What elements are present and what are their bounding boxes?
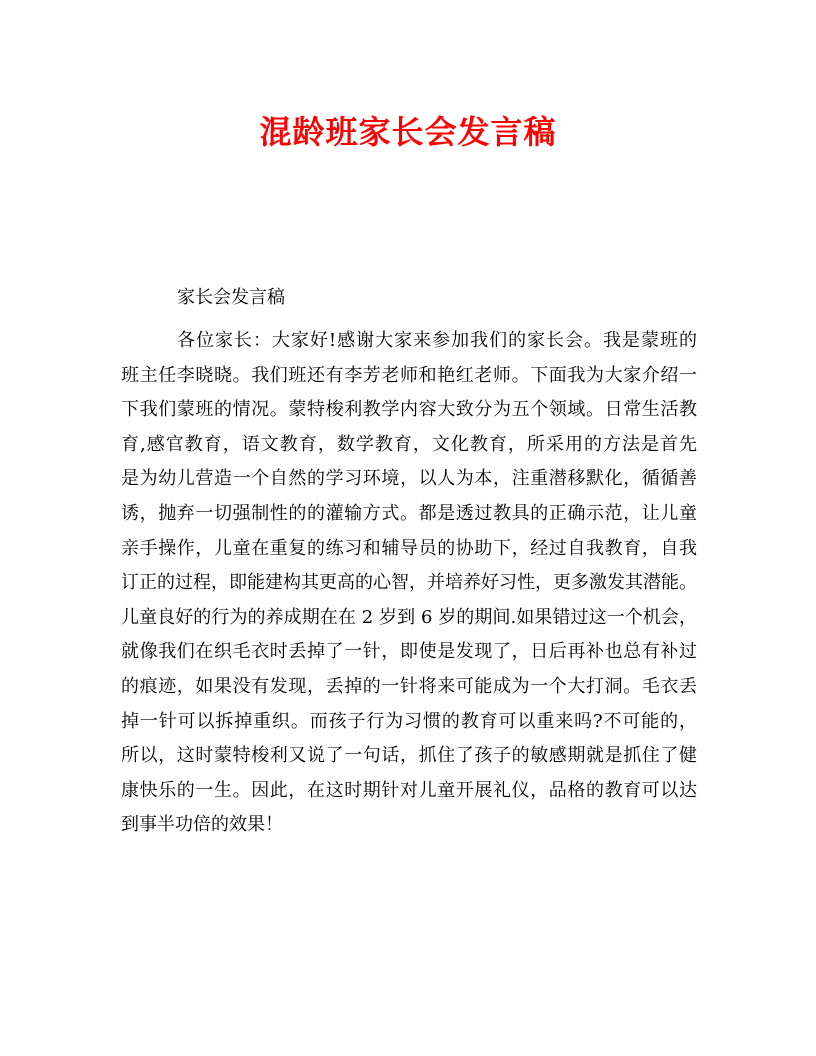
body-line: 的痕迹，如果没有发现，丢掉的一针将来可能成为一个大打洞。毛衣丢 (121, 675, 697, 697)
body-line: 育,感官教育，语文教育，数学教育，文化教育，所采用的方法是首先 (121, 433, 697, 455)
body-line: 掉一针可以拆掉重织。而孩子行为习惯的教育可以重来吗?不可能的， (121, 710, 697, 732)
body-line: 康快乐的一生。因此，在这时期针对儿童开展礼仪，品格的教育可以达 (121, 779, 697, 801)
document-body (121, 324, 697, 843)
body-line: 下我们蒙班的情况。蒙特梭利教学内容大致分为五个领域。日常生活教 (121, 399, 697, 421)
document-title: 混龄班家长会发言稿 (259, 113, 557, 151)
body-line: 亲手操作，儿童在重复的练习和辅导员的协助下，经过自我教育，自我 (121, 537, 697, 559)
body-line: 订正的过程，即能建构其更高的心智，并培养好习性，更多激发其潜能。 (121, 572, 697, 594)
body-line: 诱，抛弃一切强制性的的灌输方式。都是透过教具的正确示范，让儿童 (121, 502, 697, 524)
body-line: 班主任李晓晓。我们班还有李芳老师和艳红老师。下面我为大家介绍一 (121, 364, 697, 386)
document-subtitle: 家长会发言稿 (177, 287, 285, 308)
body-line: 是为幼儿营造一个自然的学习环境，以人为本，注重潜移默化，循循善 (121, 468, 697, 490)
body-line: 儿童良好的行为的养成期在在 2 岁到 6 岁的期间.如果错过这一个机会， (121, 606, 697, 628)
body-line: 就像我们在织毛衣时丢掉了一针，即使是发现了，日后再补也总有补过 (121, 641, 697, 663)
body-line: 到事半功倍的效果！ (121, 814, 283, 836)
body-line: 所以，这时蒙特梭利又说了一句话，抓住了孩子的敏感期就是抓住了健 (121, 745, 697, 767)
body-line: 各位家长：大家好!感谢大家来参加我们的家长会。我是蒙班的 (177, 330, 697, 351)
